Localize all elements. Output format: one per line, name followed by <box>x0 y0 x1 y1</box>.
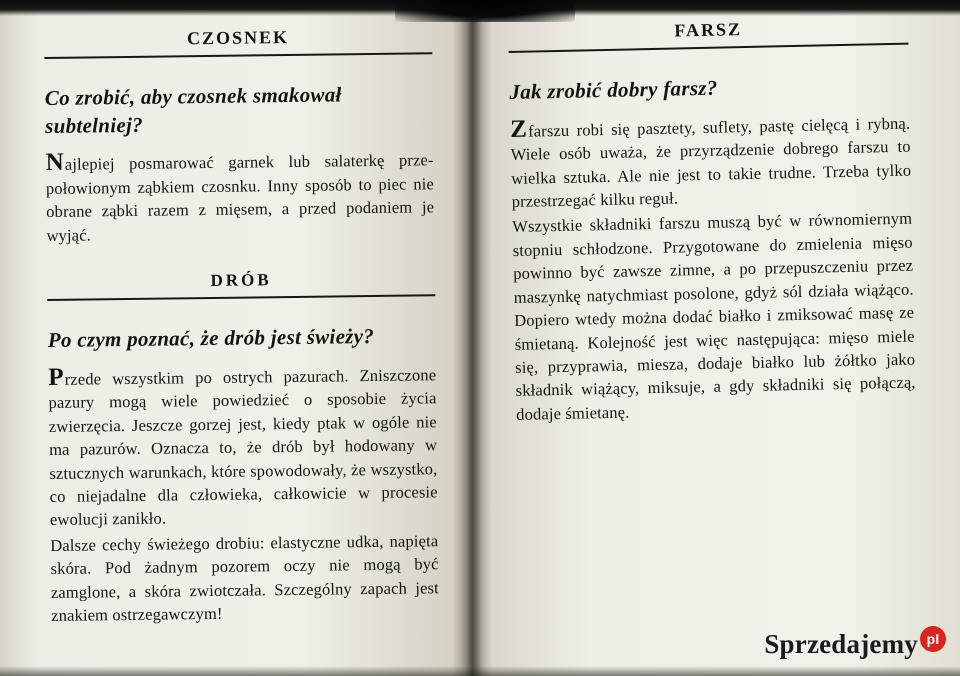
left-answer-1 <box>45 148 434 247</box>
left-section-rule <box>47 294 435 301</box>
right-page-content <box>508 16 916 428</box>
watermark-text: Sprzedajemy <box>764 629 918 659</box>
left-running-head: CZOSNEK <box>186 27 290 49</box>
right-answer-1-continued: Wszystkie składniki farszu muszą być w równomiernym stopniu schłodzone. Przygotowane do zmielenia mięso powinno być zawsze zimne, a po przepuszczeniu przez maszynkę natychmiast posolone, gdyż sól działa wiążąco. Dopiero wtedy można dodać białko i zmiksować masę ze śmietaną. Kolejność jest więc następująca: mięso miele się, przyprawia, miesza, dodaje białko lub żółtko jako składnik wiążący, miksuje, a gdy składniki się połączą, dodaje śmietanę. <box>512 208 916 424</box>
watermark <box>764 629 946 660</box>
left-answer-2-text: rzede wszystkim po ostrych pazurach. Zniszczone pazury mogą wiele powiedzieć o sposobie życia zwierzęcia. Jeszcze gorzej jest, kiedy ptak w ogóle nie ma pazurów. Oznacza to, że drób był hodowany w sztucznych warunkach, które spowodowały, że wszystko, co niejadalne dla człowieka, całkowicie w procesie ewolucji zanikło. <box>48 365 438 530</box>
left-answer-1-dropcap: N <box>45 149 65 177</box>
left-answer-2-dropcap: P <box>48 363 64 391</box>
watermark-suffix: pl <box>920 626 946 652</box>
left-answer-2 <box>48 362 438 532</box>
right-running-head: FARSZ <box>674 19 743 41</box>
right-answer-1-dropcap: Z <box>509 115 528 143</box>
left-page-content <box>44 25 439 629</box>
right-head-rule <box>509 43 909 53</box>
right-answer-1-text: farszu robi się pasztety, suflety, pastę cielęcą i rybną. Wiele osób uważa, że przyrządzenie dobrego farszu to wielka sztuka. Ale nie jest to takie trudne. Trzeba tylko przestrzegać kilku reguł. <box>510 113 912 211</box>
left-head-rule <box>44 52 432 59</box>
right-question-1: Jak zrobić dobry farsz? <box>509 75 718 104</box>
left-question-2: Po czym poznać, że drób jest świeży? <box>47 324 375 353</box>
right-answer-1 <box>510 110 912 213</box>
left-section-head: DRÓB <box>210 270 272 291</box>
left-answer-1-text: ajlepiej posmarować garnek lub salaterkę prze-połowionym ząbkiem czosnku. Inny sposób to piec nie obrane ząbki razem z mięsem, a przed podaniem je wyjąć. <box>45 150 435 245</box>
left-question-1: Co zrobić, aby czosnek smakował subtelniej? <box>44 82 342 138</box>
left-answer-2-continued: Dalsze cechy świeżego drobiu: elastyczne udka, napięta skóra. Pod żadnym pozorem oczy nie mogą być zamglone, a skóra zwiotczała. Szczególny zapach jest znakiem ostrzegawczym! <box>50 531 439 626</box>
